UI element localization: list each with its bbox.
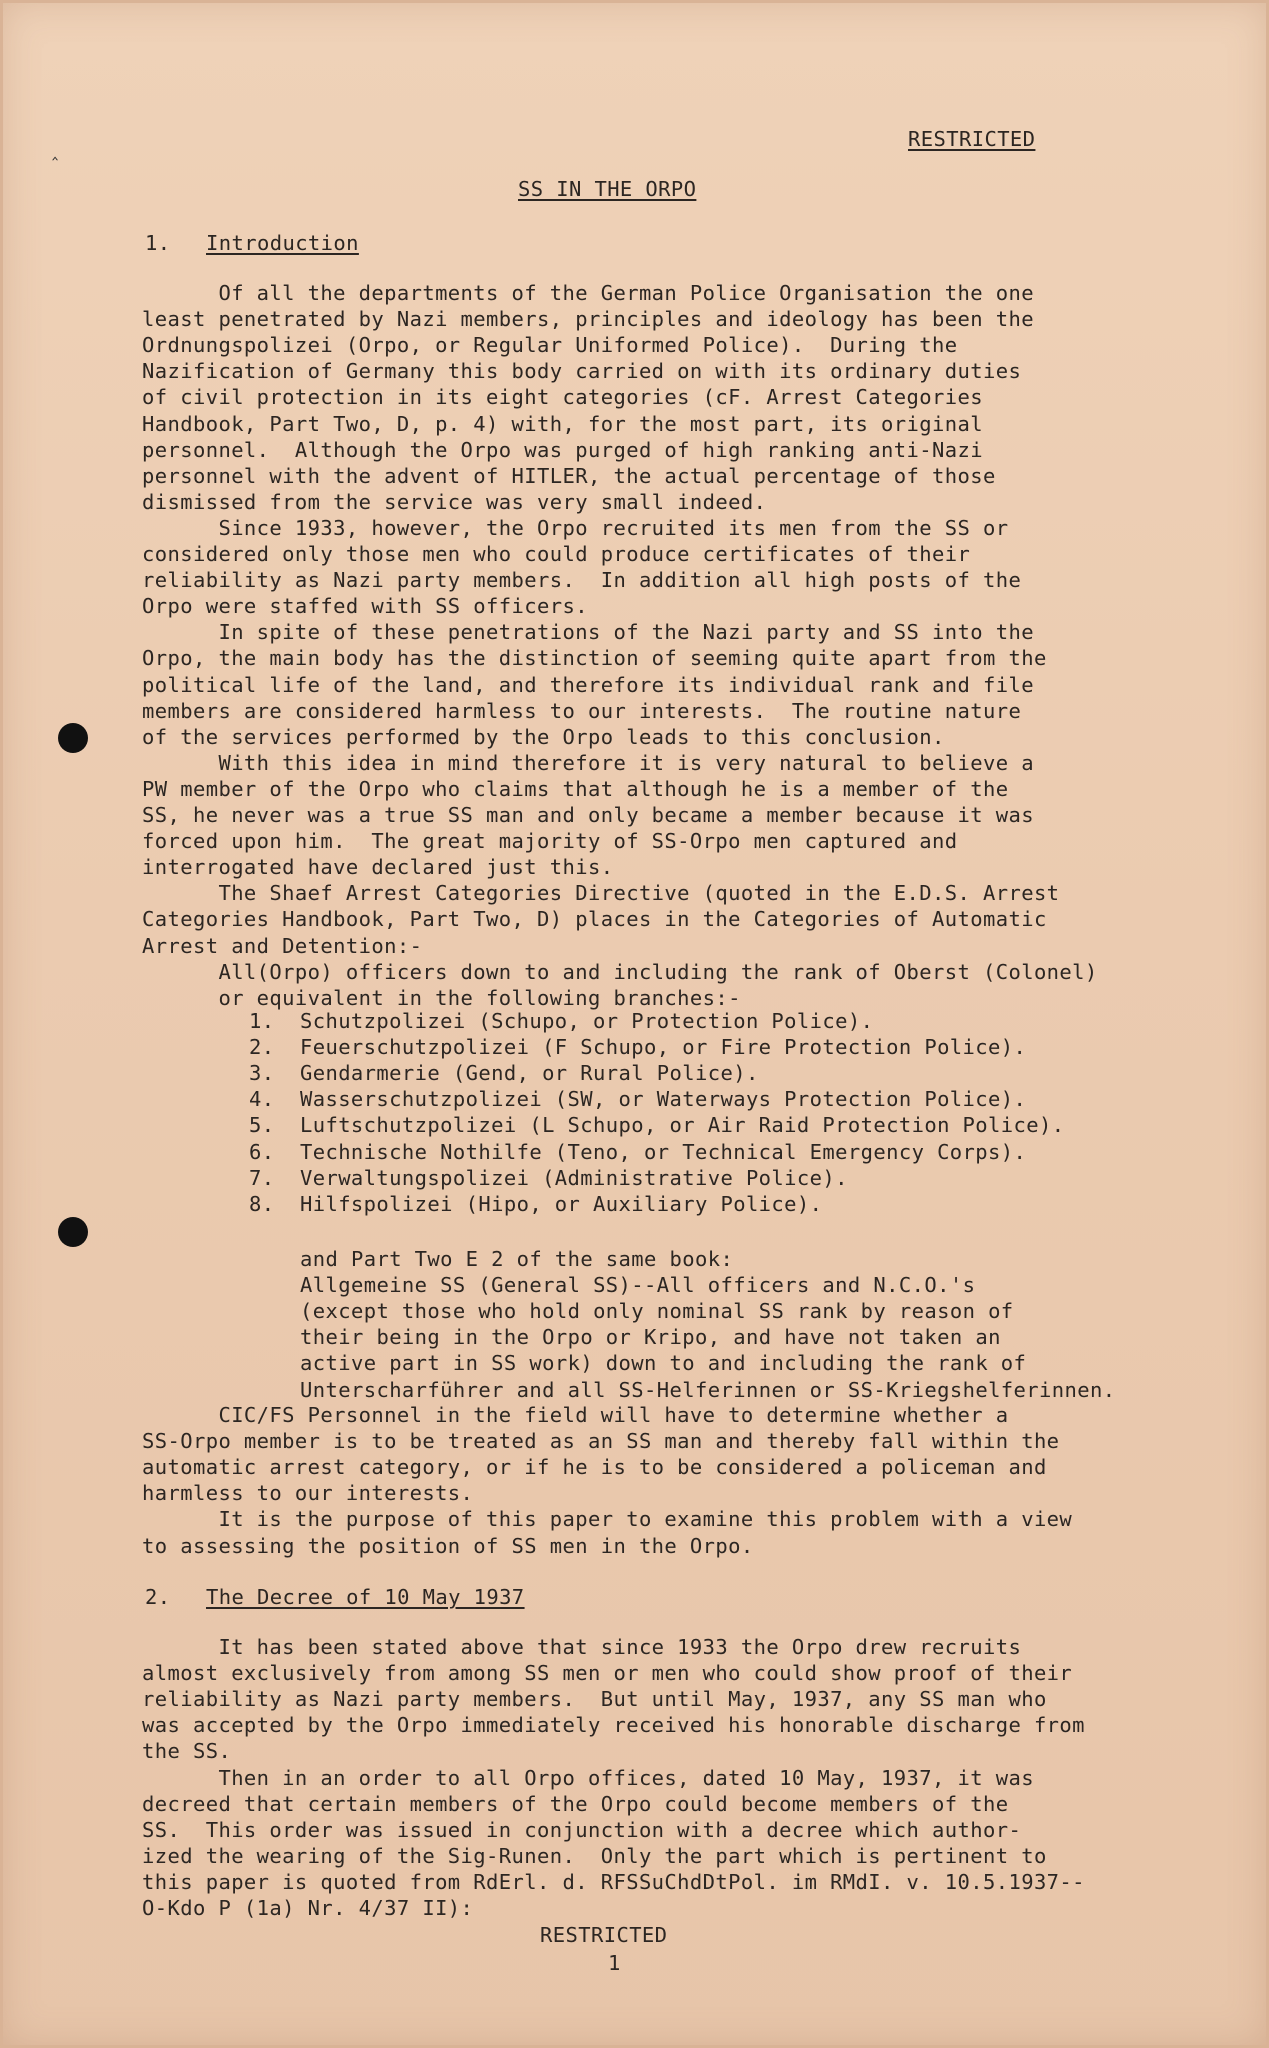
- branch-item: 6. Technische Nothilfe (Teno, or Technical Emergency Corps).: [249, 1139, 1027, 1164]
- text-line: SS. This order was issued in conjunction with a decree which author-: [142, 1817, 1022, 1842]
- text-line: Since 1933, however, the Orpo recruited its men from the SS or: [142, 515, 1009, 540]
- text-line: Nazification of Germany this body carried on with its ordinary duties: [142, 359, 1022, 384]
- text-line: members are considered harmless to our interests. The routine nature: [142, 698, 1022, 723]
- text-line: almost exclusively from among SS men or men who could show proof of their: [142, 1661, 1073, 1686]
- branch-item: 2. Feuerschutzpolizei (F Schupo, or Fire Protection Police).: [249, 1035, 1027, 1060]
- stray-mark: ‸: [52, 140, 59, 161]
- text-line: least penetrated by Nazi members, principles and ideology has been the: [142, 307, 1034, 332]
- text-line: Orpo were staffed with SS officers.: [142, 594, 588, 619]
- part-two-line: their being in the Orpo or Kripo, and have not taken an: [300, 1325, 1001, 1350]
- text-line: ized the wearing of the Sig-Runen. Only the part which is pertinent to: [142, 1843, 1047, 1868]
- text-line: The Shaef Arrest Categories Directive (quoted in the E.D.S. Arrest: [142, 881, 1060, 906]
- text-line: of the services performed by the Orpo leads to this conclusion.: [142, 724, 945, 749]
- branch-item: 5. Luftschutzpolizei (L Schupo, or Air Raid Protection Police).: [249, 1113, 1065, 1138]
- text-line: forced upon him. The great majority of SS-Orpo men captured and: [142, 829, 958, 854]
- text-line: decreed that certain members of the Orpo could become members of the: [142, 1791, 1009, 1816]
- text-line: personnel with the advent of HITLER, the actual percentage of those: [142, 463, 996, 488]
- text-line: Of all the departments of the German Police Organisation the one: [142, 281, 1034, 305]
- section-1-number: 1.: [145, 231, 171, 255]
- text-line: or equivalent in the following branches:-: [142, 985, 741, 1010]
- classification-footer: RESTRICTED: [540, 1923, 668, 1947]
- text-line: O-Kdo P (1a) Nr. 4/37 II):: [142, 1896, 474, 1920]
- branch-item: 4. Wasserschutzpolizei (SW, or Waterways Protection Police).: [249, 1087, 1027, 1112]
- part-two-line: Unterscharführer and all SS-Helferinnen or SS-Kriegshelferinnen.: [300, 1377, 1116, 1402]
- text-line: was accepted by the Orpo immediately received his honorable discharge from: [142, 1713, 1085, 1738]
- text-line: Categories Handbook, Part Two, D) places in the Categories of Automatic: [142, 907, 1047, 932]
- text-line: personnel. Although the Orpo was purged of high ranking anti-Nazi: [142, 437, 983, 462]
- text-line: dismissed from the service was very small indeed.: [142, 489, 767, 514]
- text-line: political life of the land, and therefore its individual rank and file: [142, 672, 1034, 697]
- text-line: SS, he never was a true SS man and only became a member because it was: [142, 803, 1034, 827]
- classification-header: RESTRICTED: [908, 127, 1036, 151]
- text-line: Arrest and Detention:-: [142, 933, 423, 958]
- text-line: this paper is quoted from RdErl. d. RFSSuChdDtPol. im RMdI. v. 10.5.1937--: [142, 1869, 1085, 1894]
- branch-item: 1. Schutzpolizei (Schupo, or Protection Police).: [249, 1009, 874, 1033]
- text-line: automatic arrest category, or if he is to be considered a policeman and: [142, 1455, 1047, 1480]
- binder-hole-upper: [58, 723, 88, 753]
- text-line: Orpo, the main body has the distinction of seeming quite apart from the: [142, 646, 1047, 671]
- text-line: reliability as Nazi party members. But until May, 1937, any SS man who: [142, 1687, 1047, 1712]
- part-two-line: (except those who hold only nominal SS rank by reason of: [300, 1299, 1014, 1324]
- section-1-heading: Introduction: [206, 231, 359, 255]
- text-line: the SS.: [142, 1739, 232, 1764]
- text-line: Handbook, Part Two, D, p. 4) with, for the most part, its original: [142, 411, 983, 436]
- text-line: All(Orpo) officers down to and including the rank of Oberst (Colonel): [142, 959, 1098, 984]
- text-line: Ordnungspolizei (Orpo, or Regular Uniformed Police). During the: [142, 333, 958, 358]
- text-line: PW member of the Orpo who claims that although he is a member of the: [142, 776, 1009, 801]
- text-line: In spite of these penetrations of the Nazi party and SS into the: [142, 620, 1034, 645]
- text-line: CIC/FS Personnel in the field will have to determine whether a: [142, 1403, 1009, 1427]
- section-2-heading: The Decree of 10 May 1937: [206, 1585, 525, 1609]
- binder-hole-lower: [58, 1217, 88, 1247]
- branch-item: 8. Hilfspolizei (Hipo, or Auxiliary Police).: [249, 1191, 823, 1216]
- part-two-line: Allgemeine SS (General SS)--All officers and N.C.O.'s: [300, 1273, 976, 1298]
- branch-item: 7. Verwaltungspolizei (Administrative Police).: [249, 1165, 848, 1190]
- text-line: harmless to our interests.: [142, 1481, 474, 1506]
- branch-item: 3. Gendarmerie (Gend, or Rural Police).: [249, 1061, 759, 1086]
- page-number: 1: [608, 1951, 621, 1975]
- text-line: to assessing the position of SS men in the Orpo.: [142, 1533, 754, 1558]
- text-line: It has been stated above that since 1933 the Orpo drew recruits: [142, 1635, 1022, 1659]
- text-line: reliability as Nazi party members. In addition all high posts of the: [142, 568, 1022, 593]
- text-line: considered only those men who could produce certificates of their: [142, 542, 971, 566]
- text-line: interrogated have declared just this.: [142, 855, 614, 880]
- part-two-line: and Part Two E 2 of the same book:: [300, 1247, 734, 1271]
- section-2-number: 2.: [145, 1585, 171, 1609]
- text-line: Then in an order to all Orpo offices, dated 10 May, 1937, it was: [142, 1765, 1034, 1790]
- text-line: It is the purpose of this paper to examine this problem with a view: [142, 1507, 1073, 1532]
- text-line: With this idea in mind therefore it is very natural to believe a: [142, 750, 1034, 775]
- document-title: SS IN THE ORPO: [518, 177, 697, 201]
- text-line: SS-Orpo member is to be treated as an SS man and thereby fall within the: [142, 1429, 1060, 1454]
- text-line: of civil protection in its eight categories (cF. Arrest Categories: [142, 385, 983, 410]
- part-two-line: active part in SS work) down to and including the rank of: [300, 1351, 1027, 1376]
